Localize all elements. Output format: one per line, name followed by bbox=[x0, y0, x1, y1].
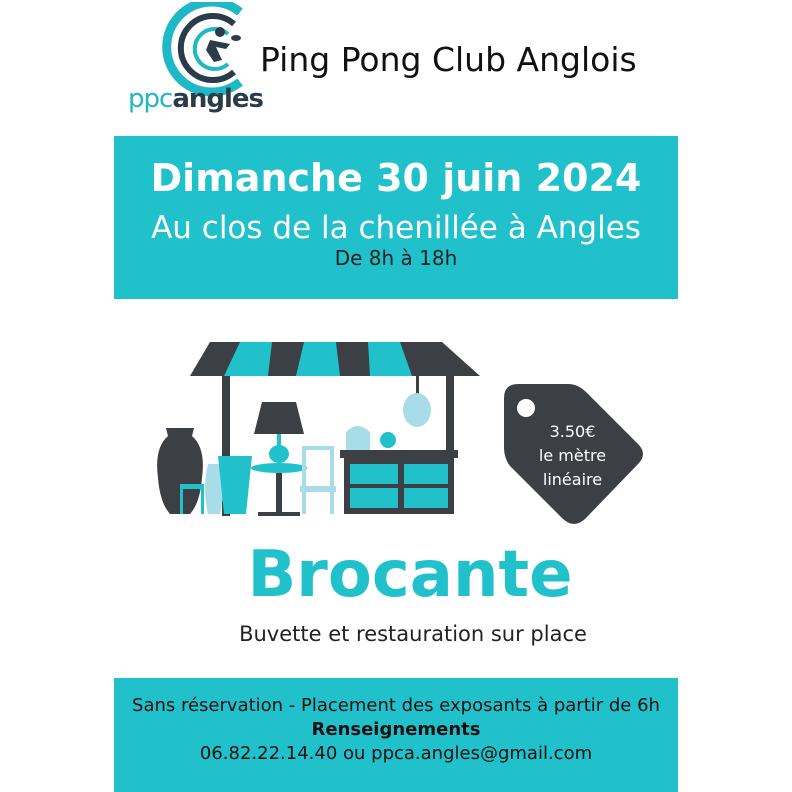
info-line: Sans réservation - Placement des exposants à partir de 6h bbox=[132, 695, 660, 716]
event-hours: De 8h à 18h bbox=[334, 246, 458, 270]
logo-word-angles: angles bbox=[172, 84, 263, 114]
logo-wordmark bbox=[128, 84, 263, 114]
event-venue: Au clos de la chenillée à Angles bbox=[151, 210, 641, 246]
logo-word-ppc: ppc bbox=[128, 84, 173, 114]
price-unit-line1: le mètre bbox=[538, 446, 607, 465]
price-unit-line2: linéaire bbox=[542, 470, 603, 489]
main-title: Brocante bbox=[247, 538, 573, 612]
info-banner bbox=[114, 678, 678, 792]
info-contact: 06.82.22.14.40 ou ppca.angles@gmail.com bbox=[199, 743, 593, 764]
subtitle: Buvette et restauration sur place bbox=[239, 622, 587, 646]
price-amount: 3.50€ bbox=[549, 422, 596, 441]
price-label bbox=[515, 420, 630, 492]
info-heading: Renseignements bbox=[311, 719, 481, 740]
market-stall-illustration-icon bbox=[150, 338, 490, 518]
club-name: Ping Pong Club Anglois bbox=[260, 40, 637, 79]
date-banner bbox=[114, 136, 678, 299]
event-date: Dimanche 30 juin 2024 bbox=[150, 156, 642, 200]
